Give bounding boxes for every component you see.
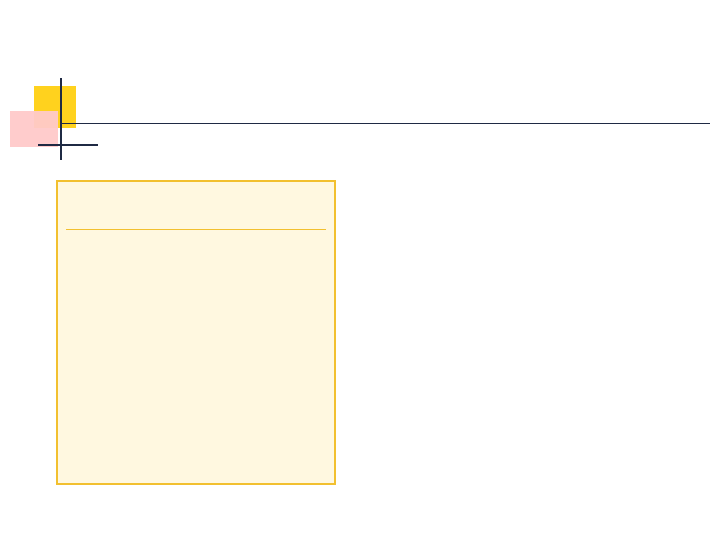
decor-pink-square (10, 111, 58, 147)
decor-horizontal-line (38, 144, 98, 146)
decor-vertical-line (60, 78, 62, 160)
ph-scale-svg (424, 150, 724, 546)
ph-table (56, 180, 336, 485)
table-header-row (58, 212, 334, 228)
title-underline (60, 123, 710, 124)
ph-scale-diagram (424, 150, 724, 546)
table-header-divider (66, 229, 326, 230)
